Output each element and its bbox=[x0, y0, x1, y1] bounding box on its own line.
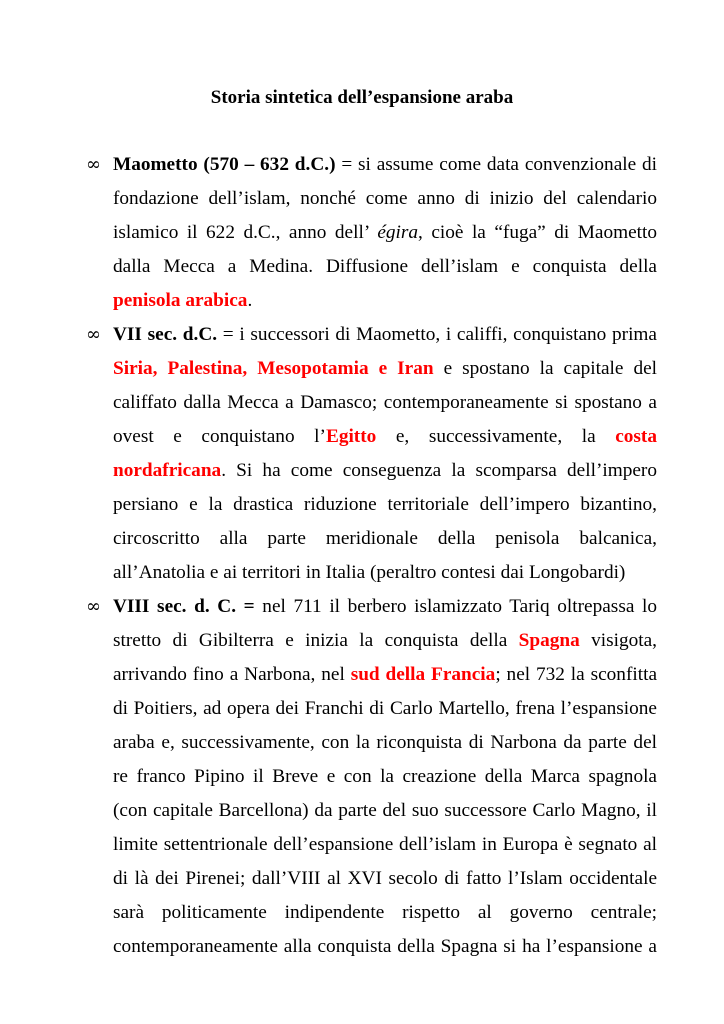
text-segment: . Si ha come conseguenza la scomparsa dell’impero bbox=[221, 460, 657, 481]
text-line bbox=[113, 352, 657, 386]
text-line bbox=[113, 182, 657, 216]
text-line bbox=[113, 386, 657, 420]
infinity-bullet-icon: ∞ bbox=[86, 154, 101, 175]
highlighted-place: Egitto bbox=[325, 426, 377, 447]
text-line bbox=[113, 692, 657, 726]
text-segment: nel 711 il berbero islamizzato Tariq oltrepassa lo bbox=[254, 596, 658, 617]
text-line bbox=[113, 454, 657, 488]
text-segment: , cioè la “fuga” di Maometto bbox=[418, 222, 657, 243]
text-line bbox=[113, 828, 657, 862]
text-line bbox=[113, 216, 657, 250]
highlighted-place: sud della Francia bbox=[350, 664, 496, 685]
text-segment: limite settentrionale dell’espansione dell’islam in Europa è segnato al bbox=[113, 834, 657, 855]
text-segment: di Poitiers, ad opera dei Franchi di Carlo Martello, frena l’espansione bbox=[113, 698, 657, 719]
highlighted-place: Spagna bbox=[518, 630, 580, 651]
text-segment: stretto di Gibilterra e inizia la conquista della bbox=[113, 630, 519, 651]
bullet-item bbox=[0, 590, 724, 964]
text-segment: fondazione dell’islam, nonché come anno di inizio del calendario bbox=[113, 188, 657, 209]
text-segment: sarà politicamente indipendente rispetto al governo centrale; bbox=[113, 902, 657, 923]
text-segment: e spostano la capitale del bbox=[433, 358, 658, 379]
text-line bbox=[113, 862, 657, 896]
text-line bbox=[113, 318, 657, 352]
text-segment: di là dei Pirenei; dall’VIII al XVI secolo di fatto l’Islam occidentale bbox=[113, 868, 657, 889]
text-line bbox=[113, 250, 657, 284]
text-segment: califfato dalla Mecca a Damasco; contemporaneamente si spostano a bbox=[113, 392, 657, 413]
text-segment: (con capitale Barcellona) da parte del suo successore Carlo Magno, il bbox=[113, 800, 657, 821]
highlighted-place: penisola arabica bbox=[113, 290, 248, 311]
text-segment: islamico il 622 d.C., anno dell’ bbox=[113, 222, 378, 243]
text-segment: ; nel 732 la sconfitta bbox=[495, 664, 657, 685]
text-segment: e, successivamente, la bbox=[376, 426, 616, 447]
highlighted-place: nordafricana bbox=[113, 460, 222, 481]
text-segment: all’Anatolia e ai territori in Italia (peraltro contesi dai Longobardi) bbox=[113, 562, 626, 583]
infinity-bullet-icon: ∞ bbox=[86, 324, 101, 345]
bullet-item bbox=[0, 318, 724, 590]
text-segment: re franco Pipino il Breve e con la creazione della Marca spagnola bbox=[113, 766, 657, 787]
text-segment: = i successori di Maometto, i califfi, conquistano prima bbox=[217, 324, 657, 345]
bold-heading: VII sec. d.C. bbox=[113, 324, 218, 345]
text-segment: araba e, successivamente, con la riconquista di Narbona da parte del bbox=[113, 732, 657, 753]
text-line bbox=[113, 896, 657, 930]
highlighted-place: Siria, Palestina, Mesopotamia e Iran bbox=[113, 358, 434, 379]
bullet-text bbox=[113, 318, 657, 590]
bold-heading: Maometto (570 – 632 d.C.) bbox=[113, 154, 336, 175]
text-segment: visigota, bbox=[579, 630, 657, 651]
text-line bbox=[113, 794, 657, 828]
text-line bbox=[113, 624, 657, 658]
text-line bbox=[113, 556, 657, 590]
bullet-text bbox=[113, 148, 657, 318]
bullet-item bbox=[0, 148, 724, 318]
infinity-bullet-icon: ∞ bbox=[86, 596, 101, 617]
text-line bbox=[113, 658, 657, 692]
text-segment: ovest e conquistano l’ bbox=[113, 426, 326, 447]
text-line bbox=[113, 590, 657, 624]
text-segment: . bbox=[247, 290, 253, 311]
text-segment: circoscritto alla parte meridionale della penisola balcanica, bbox=[113, 528, 657, 549]
text-line bbox=[113, 284, 657, 318]
text-line bbox=[113, 148, 657, 182]
bullet-list bbox=[0, 148, 724, 964]
text-line bbox=[113, 726, 657, 760]
highlighted-place: costa bbox=[615, 426, 657, 447]
text-line bbox=[113, 420, 657, 454]
bullet-text bbox=[113, 590, 657, 964]
text-line bbox=[113, 488, 657, 522]
text-line bbox=[113, 760, 657, 794]
text-segment: dalla Mecca a Medina. Diffusione dell’islam e conquista della bbox=[113, 256, 657, 277]
text-line bbox=[113, 930, 657, 964]
text-segment: contemporaneamente alla conquista della Spagna si ha l’espansione a bbox=[113, 936, 657, 957]
italic-term: égira bbox=[377, 222, 419, 243]
bold-heading: VIII sec. d. C. = bbox=[113, 596, 255, 617]
text-line bbox=[113, 522, 657, 556]
text-segment: arrivando fino a Narbona, nel bbox=[113, 664, 351, 685]
text-segment: persiano e la drastica riduzione territoriale dell’impero bizantino, bbox=[113, 494, 657, 515]
document-title: Storia sintetica dell’espansione araba bbox=[210, 87, 514, 108]
text-segment: = si assume come data convenzionale di bbox=[335, 154, 657, 175]
